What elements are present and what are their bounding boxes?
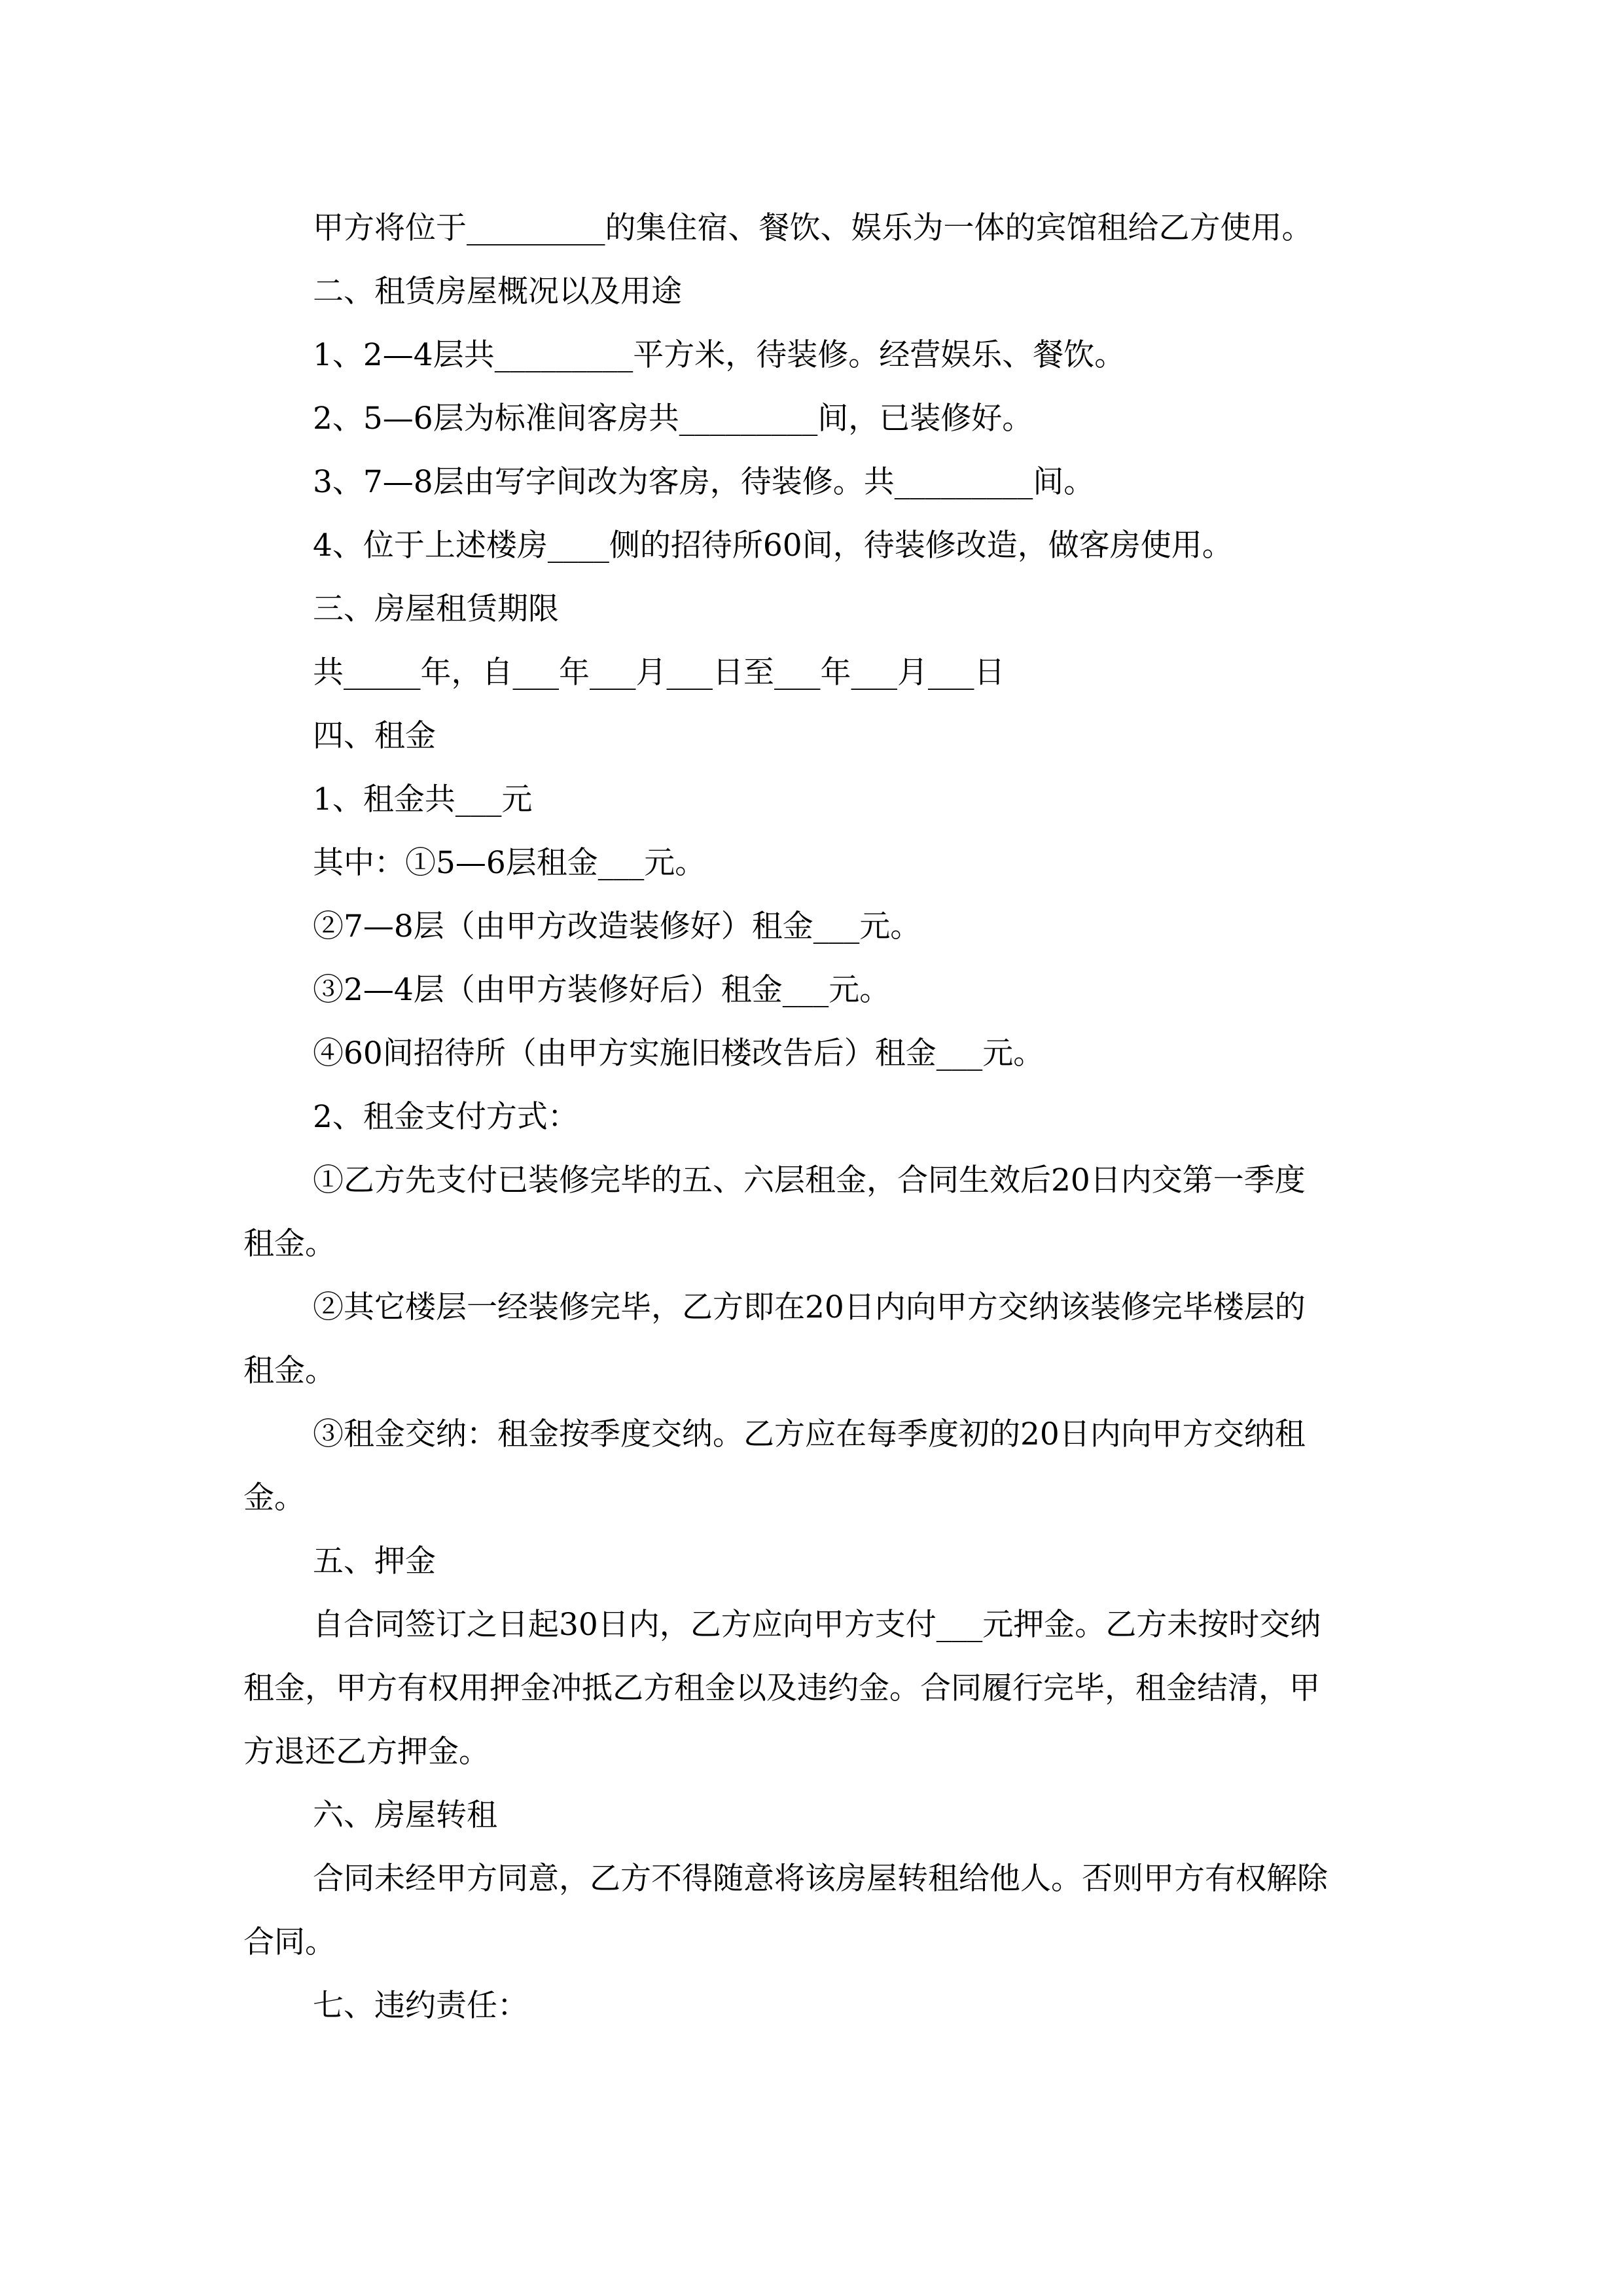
paragraph-line: 自合同签订之日起30日内，乙方应向甲方支付___元押金。乙方未按时交纳 (313, 1607, 1321, 1643)
paragraph-line: ③租金交纳：租金按季度交纳。乙方应在每季度初的20日内向甲方交纳租 (313, 1416, 1306, 1452)
section-heading: 四、租金 (313, 718, 436, 754)
paragraph-line: 1、2—4层共_________平方米，待装修。经营娱乐、餐饮。 (313, 337, 1126, 373)
paragraph-line: ②7—8层（由甲方改造装修好）租金___元。 (313, 908, 921, 944)
paragraph-line: 2、5—6层为标准间客房共_________间，已装修好。 (313, 401, 1033, 437)
paragraph-line: 共_____年，自___年___月___日至___年___月___日 (313, 655, 1005, 691)
section-heading: 七、违约责任： (313, 1988, 528, 2024)
paragraph-line: ②其它楼层一经装修完毕，乙方即在20日内向甲方交纳该装修完毕楼层的 (313, 1289, 1306, 1325)
paragraph-line: ①乙方先支付已装修完毕的五、六层租金，合同生效后20日内交第一季度 (313, 1162, 1306, 1198)
paragraph-line: 合同。 (243, 1924, 336, 1960)
paragraph-line: 金。 (243, 1480, 305, 1516)
paragraph-line: 合同未经甲方同意，乙方不得随意将该房屋转租给他人。否则甲方有权解除 (313, 1861, 1328, 1897)
paragraph-line: 其中：①5—6层租金___元。 (313, 845, 706, 881)
section-heading: 六、房屋转租 (313, 1797, 497, 1833)
paragraph-line: 方退还乙方押金。 (243, 1734, 490, 1770)
paragraph-line: 1、租金共___元 (313, 781, 533, 817)
section-heading: 三、房屋租赁期限 (313, 591, 559, 627)
paragraph-line: 4、位于上述楼房____侧的招待所60间，待装修改造，做客房使用。 (313, 528, 1233, 564)
paragraph-line: 2、租金支付方式： (313, 1099, 579, 1135)
paragraph-line: ④60间招待所（由甲方实施旧楼改告后）租金___元。 (313, 1035, 1044, 1071)
paragraph-line: 3、7—8层由写字间改为客房，待装修。共_________间。 (313, 464, 1095, 500)
paragraph-line: 租金，甲方有权用押金冲抵乙方租金以及违约金。合同履行完毕，租金结清，甲 (243, 1670, 1320, 1706)
section-heading: 五、押金 (313, 1543, 436, 1579)
section-heading: 二、租赁房屋概况以及用途 (313, 274, 682, 310)
paragraph-line: 租金。 (243, 1226, 336, 1262)
paragraph-line: ③2—4层（由甲方装修好后）租金___元。 (313, 972, 891, 1008)
paragraph-line: 甲方将位于_________的集住宿、餐饮、娱乐为一体的宾馆租给乙方使用。 (313, 210, 1313, 246)
paragraph-line: 租金。 (243, 1353, 336, 1389)
